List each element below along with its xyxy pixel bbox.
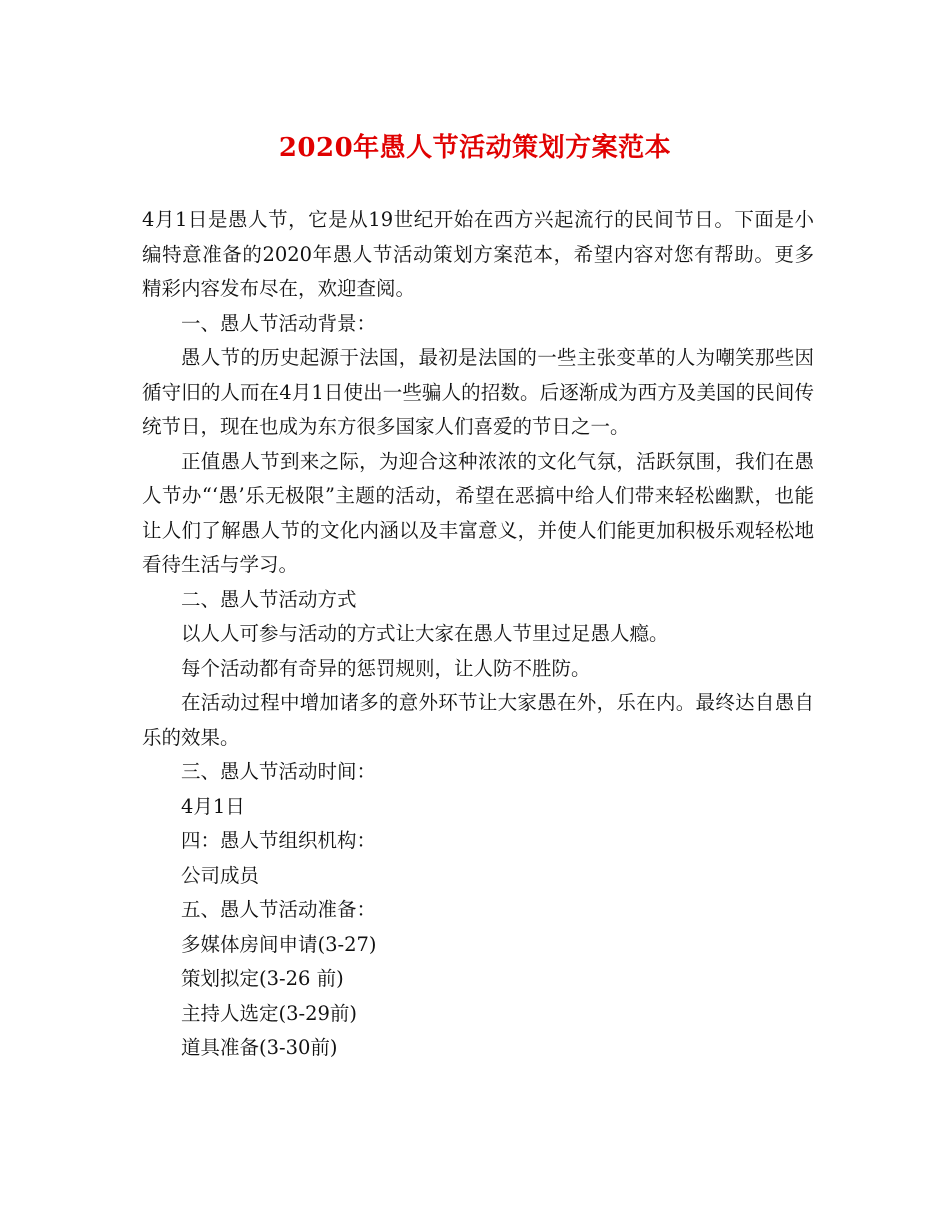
paragraph: 4月1日 [181,794,245,818]
paragraph: 愚人节的历史起源于法国，最初是法国的一些主张变革的人为嘲笑那些因循守旧的人而在4月1日使出一些骗人的招数。后逐渐成为西方及美国的民间传统节日，现在也成为东方很多国家人们喜爱的节日之一。 [142,346,814,438]
paragraph: 在活动过程中增加诸多的意外环节让大家愚在外，乐在内。最终达自愚自乐的效果。 [142,691,814,749]
paragraph: 道具准备(3-30前) [181,1036,338,1059]
document-title: 2020年愚人节活动策划方案范本 [278,133,672,163]
paragraph: 策划拟定(3-26 前) [181,967,344,990]
paragraph: 每个活动都有奇异的惩罚规则，让人防不胜防。 [181,656,591,680]
paragraph: 四：愚人节组织机构： [181,829,377,852]
paragraph: 4月1日是愚人节，它是从19世纪开始在西方兴起流行的民间节日。下面是小编特意准备的2020年愚人节活动策划方案范本，希望内容对您有帮助。更多精彩内容发布尽在，欢迎查阅。 [142,208,814,300]
paragraph: 以人人可参与活动的方式让大家在愚人节里过足愚人瘾。 [181,622,669,645]
paragraph: 正值愚人节到来之际，为迎合这种浓浓的文化气氛，活跃氛围，我们在愚人节办“‘愚’乐无极限”主题的活动，希望在恶搞中给人们带来轻松幽默，也能让人们了解愚人节的文化内涵以及丰富意义，并使人们能更加积极乐观轻松地看待生活与学习。 [142,449,814,576]
paragraph: 主持人选定(3-29前) [181,1001,358,1025]
paragraph: 公司成员 [181,863,260,887]
paragraph: 二、愚人节活动方式 [181,587,357,611]
paragraph: 三、愚人节活动时间： [181,760,377,783]
paragraph: 多媒体房间申请(3-27) [181,932,377,956]
paragraph: 一、愚人节活动背景： [181,311,377,335]
document-body [142,203,814,1066]
paragraph: 五、愚人节活动准备： [181,898,377,921]
